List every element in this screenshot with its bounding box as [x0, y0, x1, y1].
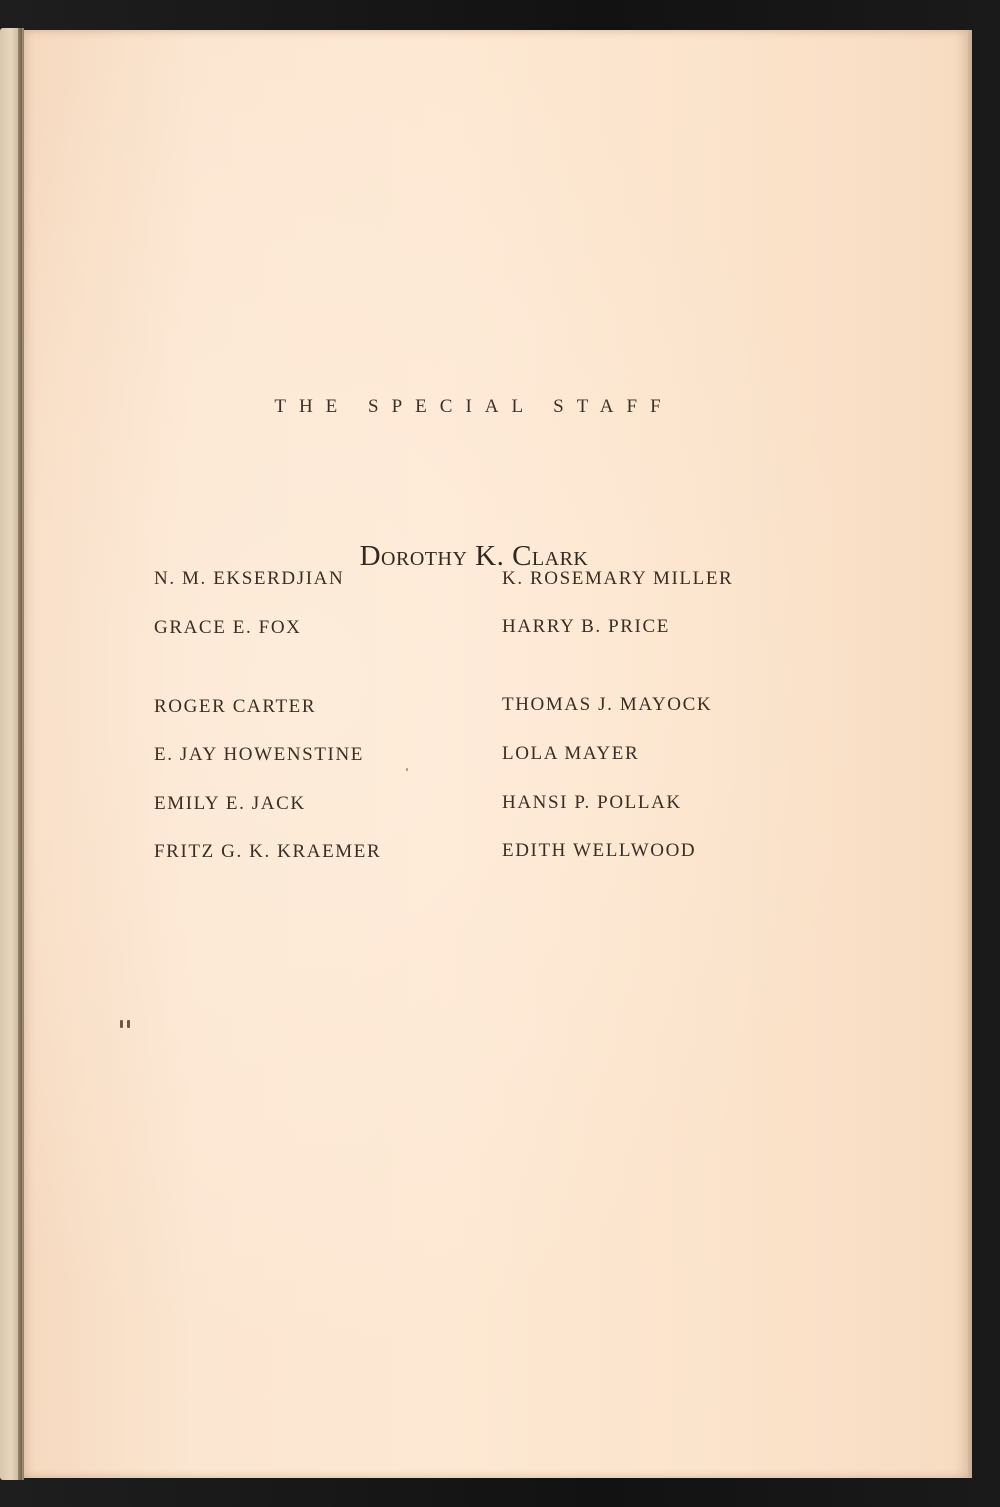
- staff-name: FRITZ G. K. KRAEMER: [154, 841, 382, 862]
- staff-name: K. ROSEMARY MILLER: [502, 568, 734, 589]
- book-page: [24, 30, 968, 1478]
- ink-speck: [120, 1020, 123, 1028]
- staff-name: HARRY B. PRICE: [502, 616, 670, 637]
- staff-name: LOLA MAYER: [502, 743, 640, 764]
- staff-name: EMILY E. JACK: [154, 793, 306, 814]
- staff-name: GRACE E. FOX: [154, 617, 302, 638]
- director-name: Dorothy K. Clark: [359, 540, 589, 572]
- binding-edge: [18, 28, 22, 1480]
- staff-name: THOMAS J. MAYOCK: [502, 694, 713, 715]
- staff-name: HANSI P. POLLAK: [502, 792, 682, 813]
- ink-speck: [406, 768, 408, 771]
- staff-name: ROGER CARTER: [154, 696, 317, 717]
- page-heading: THE SPECIAL STAFF: [274, 396, 674, 417]
- staff-name: N. M. EKSERDJIAN: [154, 568, 345, 589]
- ink-speck: [127, 1020, 130, 1028]
- staff-name: E. JAY HOWENSTINE: [154, 744, 364, 765]
- staff-name: EDITH WELLWOOD: [502, 840, 697, 861]
